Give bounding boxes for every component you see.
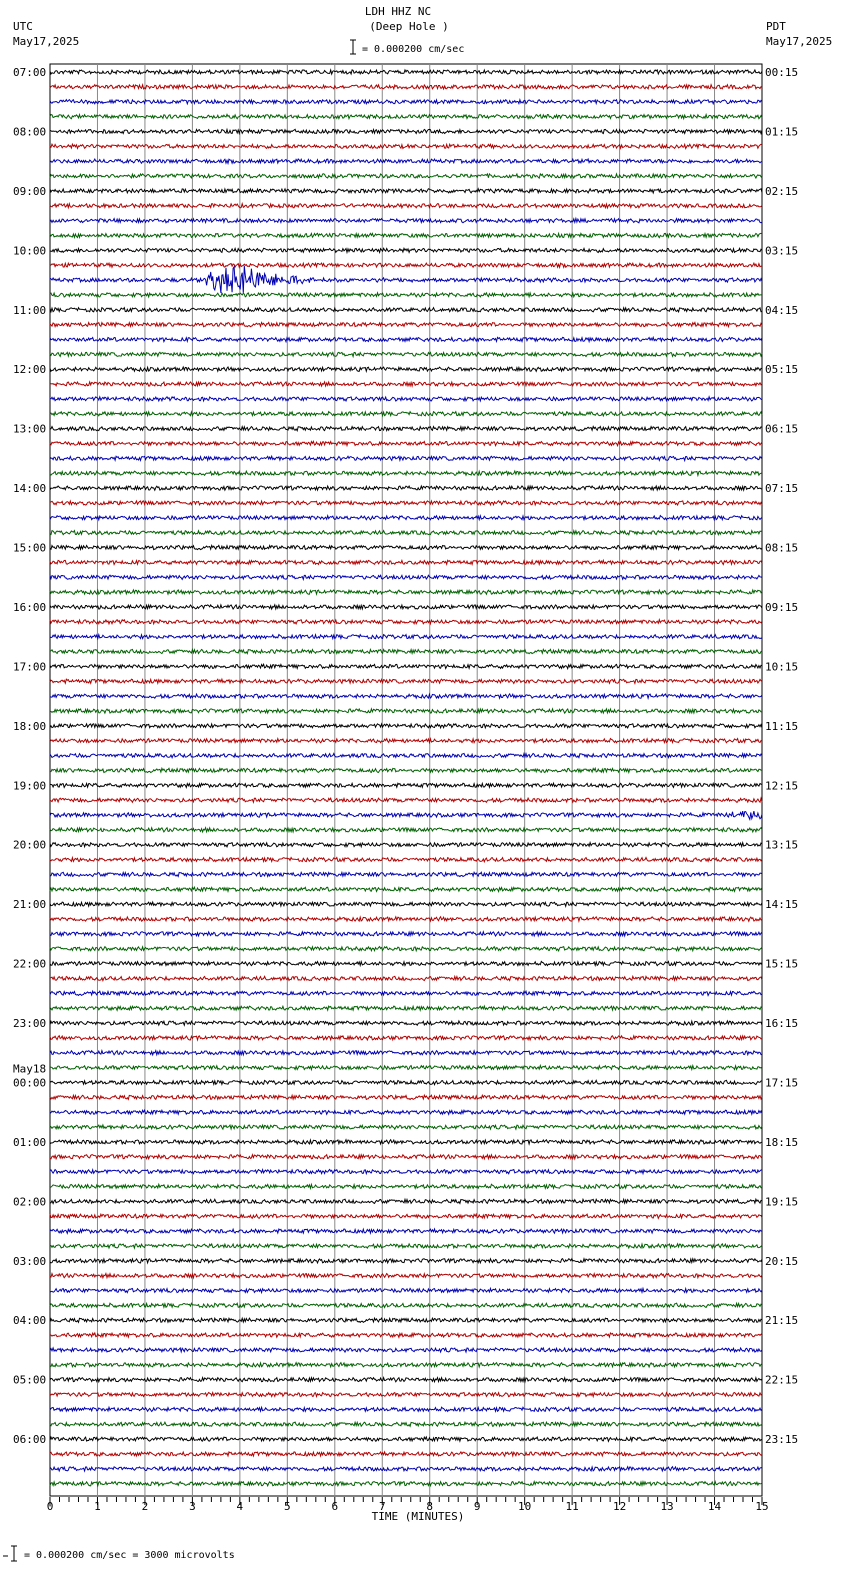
seismic-trace	[50, 382, 762, 386]
x-tick-label: 13	[660, 1500, 674, 1513]
pdt-hour-label: 04:15	[765, 303, 799, 317]
seismic-trace	[50, 1437, 762, 1441]
seismic-trace	[50, 204, 762, 208]
utc-hour-label: 13:00	[13, 422, 47, 436]
utc-hour-label: 11:00	[13, 303, 47, 317]
x-tick-label: 4	[236, 1500, 244, 1513]
seismic-trace	[50, 501, 762, 505]
pdt-hour-label: 13:15	[765, 838, 799, 852]
pdt-hour-label: 11:15	[765, 719, 799, 733]
utc-hour-label: 14:00	[13, 482, 47, 496]
pdt-hour-label: 07:15	[765, 482, 799, 496]
seismic-trace	[50, 427, 762, 431]
seismic-trace	[50, 917, 762, 921]
pdt-hour-label: 01:15	[765, 125, 799, 139]
seismic-trace	[50, 857, 762, 861]
seismic-trace	[50, 144, 762, 148]
seismic-trace	[50, 605, 762, 609]
pdt-hour-label: 08:15	[765, 541, 799, 555]
seismic-trace	[50, 471, 762, 475]
x-tick-label: 12	[612, 1500, 627, 1513]
seismic-trace	[50, 575, 762, 579]
seismic-trace	[50, 843, 762, 847]
seismic-trace	[50, 1125, 762, 1129]
seismic-trace	[50, 159, 762, 163]
pdt-hour-label: 16:15	[765, 1017, 799, 1031]
pdt-hour-label: 23:15	[765, 1433, 799, 1447]
x-tick-label: 8	[426, 1500, 434, 1513]
seismic-trace	[50, 189, 762, 193]
utc-hour-label: 10:00	[13, 244, 47, 258]
seismic-trace	[50, 1140, 762, 1144]
utc-hour-label: 01:00	[13, 1135, 47, 1149]
seismic-trace	[50, 531, 762, 535]
seismic-trace	[50, 932, 762, 936]
seismic-trace	[50, 174, 762, 178]
pdt-hour-label: 18:15	[765, 1135, 799, 1149]
seismic-trace	[50, 872, 762, 876]
scale-bar-icon	[350, 40, 356, 54]
pdt-hour-label: 17:15	[765, 1076, 799, 1090]
utc-hour-label: 06:00	[13, 1433, 47, 1447]
x-tick-label: 6	[331, 1500, 339, 1513]
seismic-trace	[50, 1259, 762, 1263]
seismic-trace	[50, 1066, 762, 1070]
pdt-hour-label: 15:15	[765, 957, 799, 971]
seismic-trace	[50, 263, 762, 267]
utc-hour-label: 02:00	[13, 1195, 47, 1209]
footer-scale-note: = 0.000200 cm/sec = 3000 microvolts	[24, 1550, 235, 1561]
seismic-trace	[50, 1051, 762, 1055]
seismic-trace	[50, 798, 762, 802]
seismic-trace	[50, 664, 762, 668]
location-subtitle: (Deep Hole )	[369, 20, 449, 33]
seismic-trace	[50, 902, 762, 906]
seismic-trace	[50, 456, 762, 460]
seismic-trace	[50, 1080, 762, 1084]
seismic-trace	[50, 1036, 762, 1040]
x-axis-label: TIME (MINUTES)	[371, 1510, 465, 1523]
pdt-hour-label: 22:15	[765, 1373, 799, 1387]
utc-hour-label: 18:00	[13, 719, 47, 733]
seismic-trace	[50, 991, 762, 995]
seismic-trace	[50, 1006, 762, 1010]
seismic-trace	[50, 1170, 762, 1174]
pdt-hour-label: 20:15	[765, 1254, 799, 1268]
seismic-trace	[50, 100, 762, 104]
seismic-trace	[50, 1452, 762, 1456]
utc-hour-label: 19:00	[13, 779, 47, 793]
seismic-trace	[50, 367, 762, 371]
x-tick-label: 2	[141, 1500, 149, 1513]
seismic-trace	[50, 219, 762, 223]
pdt-hour-label: 00:15	[765, 66, 799, 79]
seismic-trace	[50, 947, 762, 951]
seismic-trace	[50, 1378, 762, 1382]
seismic-trace	[50, 887, 762, 891]
seismic-trace	[50, 649, 762, 653]
seismic-trace	[50, 1184, 762, 1188]
seismic-trace	[50, 694, 762, 698]
seismic-trace	[50, 85, 762, 89]
pdt-hour-label: 14:15	[765, 898, 799, 912]
x-tick-label: 14	[707, 1500, 722, 1513]
x-tick-label: 3	[189, 1500, 196, 1513]
seismic-trace	[50, 1333, 762, 1337]
seismic-trace	[50, 1110, 762, 1114]
seismic-trace	[50, 412, 762, 416]
seismic-trace	[50, 1095, 762, 1099]
x-tick-label: 1	[94, 1500, 101, 1513]
seismic-trace	[50, 1407, 762, 1411]
pdt-hour-label: 09:15	[765, 600, 799, 614]
seismic-trace	[50, 516, 762, 520]
seismic-trace	[50, 114, 762, 118]
utc-hour-label: 23:00	[13, 1017, 47, 1031]
scale-text: = 0.000200 cm/sec	[362, 44, 465, 55]
seismic-trace	[50, 828, 762, 832]
utc-hour-label: 22:00	[13, 957, 47, 971]
pdt-hour-label: 02:15	[765, 184, 799, 198]
seismic-trace	[50, 590, 762, 594]
seismic-trace	[50, 266, 762, 293]
utc-hour-label: 21:00	[13, 898, 47, 912]
utc-hour-label: 00:00	[13, 1076, 47, 1090]
seismic-trace	[50, 1392, 762, 1396]
seismic-trace	[50, 545, 762, 549]
seismic-trace	[50, 1274, 762, 1278]
pdt-hour-label: 03:15	[765, 244, 799, 258]
seismic-trace	[50, 308, 762, 312]
trace-layer	[50, 70, 762, 1486]
seismic-trace	[50, 1199, 762, 1203]
pdt-hour-label: 19:15	[765, 1195, 799, 1209]
pdt-hour-label: 05:15	[765, 363, 799, 377]
seismic-trace	[50, 783, 762, 787]
right-timezone: PDT	[766, 20, 786, 33]
seismic-trace	[50, 248, 762, 252]
pdt-hour-label: 06:15	[765, 422, 799, 436]
utc-hour-label: 15:00	[13, 541, 47, 555]
left-timezone: UTC	[13, 20, 33, 33]
seismic-trace	[50, 352, 762, 356]
seismic-trace	[50, 1467, 762, 1471]
utc-hour-label: 17:00	[13, 660, 47, 674]
x-tick-label: 15	[755, 1500, 769, 1513]
seismic-trace	[50, 635, 762, 639]
seismic-trace	[50, 1021, 762, 1025]
seismic-trace	[50, 811, 762, 819]
right-date: May17,2025	[766, 35, 833, 48]
seismic-trace	[50, 233, 762, 237]
seismic-trace	[50, 753, 762, 757]
utc-hour-label: 20:00	[13, 838, 47, 852]
seismic-trace	[50, 1482, 762, 1486]
x-tick-label: 10	[518, 1500, 532, 1513]
seismic-trace	[50, 620, 762, 624]
seismic-trace	[50, 724, 762, 728]
utc-hour-label: 04:00	[13, 1314, 47, 1328]
utc-hour-label: 03:00	[13, 1254, 47, 1268]
utc-hour-label: 16:00	[13, 600, 47, 614]
seismic-trace	[50, 337, 762, 341]
seismic-trace	[50, 1422, 762, 1426]
utc-hour-label: 08:00	[13, 125, 47, 139]
seismic-trace	[50, 560, 762, 564]
left-date: May17,2025	[13, 35, 80, 48]
seismic-trace	[50, 441, 762, 445]
pdt-hour-label: 10:15	[765, 660, 799, 674]
seismic-trace	[50, 129, 762, 133]
x-tick-label: 7	[378, 1500, 386, 1513]
pdt-hour-label: 21:15	[765, 1314, 799, 1328]
seismic-trace	[50, 1348, 762, 1352]
seismic-trace	[50, 709, 762, 713]
seismic-trace	[50, 486, 762, 490]
station-title: LDH HHZ NC	[364, 5, 432, 18]
x-tick-label: 0	[46, 1500, 54, 1513]
seismic-trace	[50, 768, 762, 772]
seismic-trace	[50, 1155, 762, 1159]
utc-hour-label: 09:00	[13, 184, 47, 198]
utc-hour-label: 05:00	[13, 1373, 47, 1387]
seismic-trace	[50, 323, 762, 327]
pdt-hour-label: 12:15	[765, 779, 799, 793]
utc-hour-label: 12:00	[13, 363, 47, 377]
seismic-trace	[50, 70, 762, 74]
seismic-trace	[50, 961, 762, 965]
seismic-trace	[50, 1303, 762, 1307]
seismic-trace	[50, 679, 762, 683]
footer-scale-icon	[3, 1546, 17, 1561]
seismic-trace	[50, 1288, 762, 1292]
date-change-label: May18	[13, 1062, 47, 1076]
seismic-trace	[50, 397, 762, 401]
seismic-trace	[50, 293, 762, 297]
seismic-trace	[50, 739, 762, 743]
seismic-trace	[50, 1363, 762, 1367]
seismic-trace	[50, 1318, 762, 1322]
seismic-trace	[50, 1229, 762, 1233]
seismic-trace	[50, 1244, 762, 1248]
utc-hour-label: 07:00	[13, 66, 47, 79]
seismic-trace	[50, 1214, 762, 1218]
x-tick-label: 9	[473, 1500, 481, 1513]
x-tick-label: 5	[284, 1500, 291, 1513]
x-tick-label: 11	[565, 1500, 579, 1513]
seismic-trace	[50, 976, 762, 980]
